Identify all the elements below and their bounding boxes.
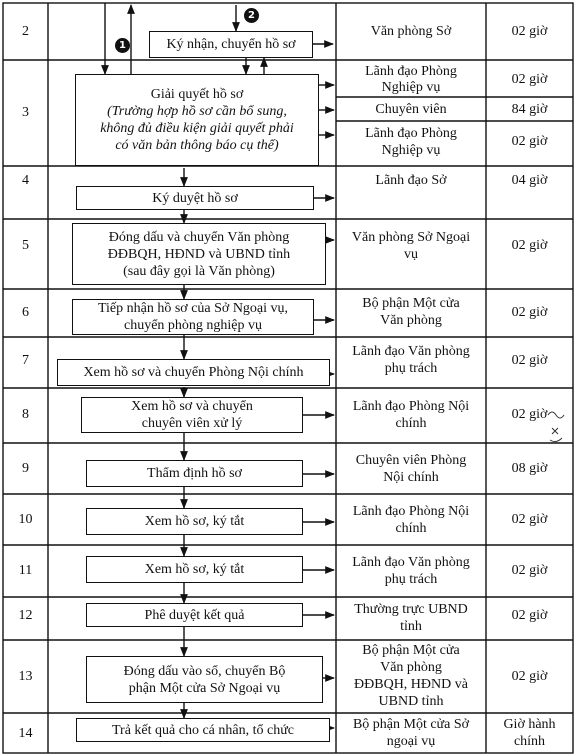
unit-cell-line: Lãnh đạo Phòng (365, 126, 457, 141)
task-text: Giải quyết hồ sơ (150, 87, 244, 102)
step-number: 7 (22, 353, 29, 368)
unit-cell-line: Bộ phận Một cửa (362, 296, 460, 311)
task-text-line: Đóng dấu vào sổ, chuyển Bộ (123, 663, 286, 679)
unit-cell-line: phụ trách (384, 361, 438, 376)
time-cell: 02 giờ (511, 353, 548, 368)
unit-cell-line: Nội chính (383, 470, 439, 485)
step-number: 13 (18, 669, 33, 684)
task-box-step-5 (72, 223, 326, 285)
unit-cell-line: vụ (404, 247, 418, 262)
unit-cell-line: Lãnh đạo Phòng (365, 64, 457, 79)
unit-cell-line: chính (395, 521, 427, 536)
unit-cell-line: chính (395, 416, 427, 431)
time-cell: 02 giờ (511, 24, 548, 39)
task-note-line: (Trường hợp hồ sơ cần bổ sung, (107, 104, 287, 119)
task-text-line: (sau đây gọi là Văn phòng) (123, 263, 275, 279)
unit-cell: Chuyên viên (375, 102, 447, 117)
time-cell: 84 giờ (511, 102, 548, 117)
task-text: Trả kết quả cho cá nhân, tổ chức (111, 722, 294, 738)
step-number: 6 (22, 305, 29, 320)
unit-cell-line: Lãnh đạo Phòng Nội (352, 504, 470, 519)
marker-1-badge: 1 (115, 38, 130, 53)
task-text: Xem hồ sơ, ký tắt (144, 562, 245, 577)
unit-cell: Lãnh đạo Sở (375, 173, 447, 188)
task-box-step-9 (86, 460, 303, 487)
unit-cell-line: Thường trực UBND (354, 602, 468, 617)
unit-cell-line: ĐĐBQH, HĐND và (354, 677, 468, 692)
task-text-line: chuyên viên xử lý (141, 416, 243, 431)
task-box-step-12 (86, 603, 303, 627)
task-text: Xem hồ sơ và chuyển Phòng Nội chính (83, 365, 304, 380)
task-box-step-3 (75, 74, 319, 166)
time-cell: 02 giờ (511, 238, 548, 253)
task-text: Phê duyệt kết quả (144, 607, 245, 623)
time-cell: 02 giờ (511, 512, 548, 527)
unit-cell-line: phụ trách (384, 572, 438, 587)
time-cell: 02 giờ (511, 134, 548, 149)
unit-cell-line: Văn phòng (380, 313, 442, 328)
unit-cell-line: UBND tỉnh (378, 694, 444, 709)
step-number: 2 (22, 24, 29, 39)
time-cell: 04 giờ (511, 173, 548, 188)
unit-cell: Văn phòng Sở (370, 24, 452, 39)
time-cell: 08 giờ (511, 461, 548, 476)
task-text-line: chuyển phòng nghiệp vụ (123, 318, 263, 333)
time-cell: 02 giờ (511, 72, 548, 87)
task-text-line: Tiếp nhận hồ sơ của Sở Ngoại vụ, (97, 301, 289, 316)
task-box-step-4 (76, 186, 314, 210)
unit-cell-line: tỉnh (400, 619, 422, 634)
task-box-step-2 (149, 31, 313, 58)
step-number: 12 (18, 608, 33, 623)
time-cell: 02 giờ (511, 669, 548, 684)
unit-cell-line: Lãnh đạo Văn phòng (352, 344, 470, 359)
step-number: 3 (22, 105, 29, 120)
task-box-step-8 (81, 397, 303, 433)
task-text-line: ĐĐBQH, HĐND và UBND tỉnh (107, 246, 291, 262)
step-number: 11 (18, 563, 33, 578)
task-text: Ký duyệt hồ sơ (152, 190, 238, 206)
task-text: Ký nhận, chuyển hồ sơ (166, 37, 296, 52)
unit-cell-line: ngoại vụ (386, 734, 436, 749)
step-number: 4 (22, 173, 29, 188)
time-cell: 02 giờ (511, 563, 548, 578)
unit-cell-line: Nghiệp vụ (381, 80, 441, 95)
unit-cell-line: Lãnh đạo Phòng Nội (352, 399, 470, 414)
task-text-line: Xem hồ sơ và chuyển (131, 399, 253, 414)
time-cell-line: Giờ hành (503, 717, 556, 732)
task-text: Xem hồ sơ, ký tắt (144, 514, 245, 529)
step-number: 9 (22, 461, 29, 476)
unit-cell-line: Bộ phận Một cửa Sở (352, 717, 470, 732)
task-box-step-11 (86, 556, 303, 583)
step-number: 10 (18, 512, 33, 527)
task-box-step-6 (72, 299, 314, 335)
task-text: Thẩm định hồ sơ (147, 466, 242, 481)
unit-cell-line: Lãnh đạo Văn phòng (352, 555, 470, 570)
unit-cell-line: Văn phòng Sở Ngoại (351, 230, 471, 245)
task-box-step-10 (86, 508, 303, 535)
step-number: 5 (22, 238, 29, 253)
task-box-step-7 (57, 359, 330, 386)
task-note-line: không đủ điều kiện giải quyết phải (100, 121, 294, 136)
task-text-line: Đóng dấu và chuyển Văn phòng (108, 229, 290, 245)
unit-cell-line: Bộ phận Một cửa (362, 643, 460, 658)
time-cell: 02 giờ (511, 608, 548, 623)
step-number: 8 (22, 407, 29, 422)
unit-cell-line: Nghiệp vụ (381, 143, 441, 158)
task-box-step-14 (76, 718, 330, 742)
unit-cell-line: Chuyên viên Phòng (355, 453, 467, 468)
marker-2-badge: 2 (244, 8, 259, 23)
task-note-line: có văn bản thông báo cụ thể) (115, 138, 279, 153)
task-box-step-13 (86, 656, 323, 703)
unit-cell-line: Văn phòng (380, 660, 442, 675)
task-text-line: phận Một cửa Sở Ngoại vụ (128, 680, 281, 696)
step-number: 14 (18, 726, 33, 741)
time-cell-line: chính (513, 734, 546, 749)
time-cell: 02 giờ (511, 407, 548, 422)
time-cell: 02 giờ (511, 305, 548, 320)
